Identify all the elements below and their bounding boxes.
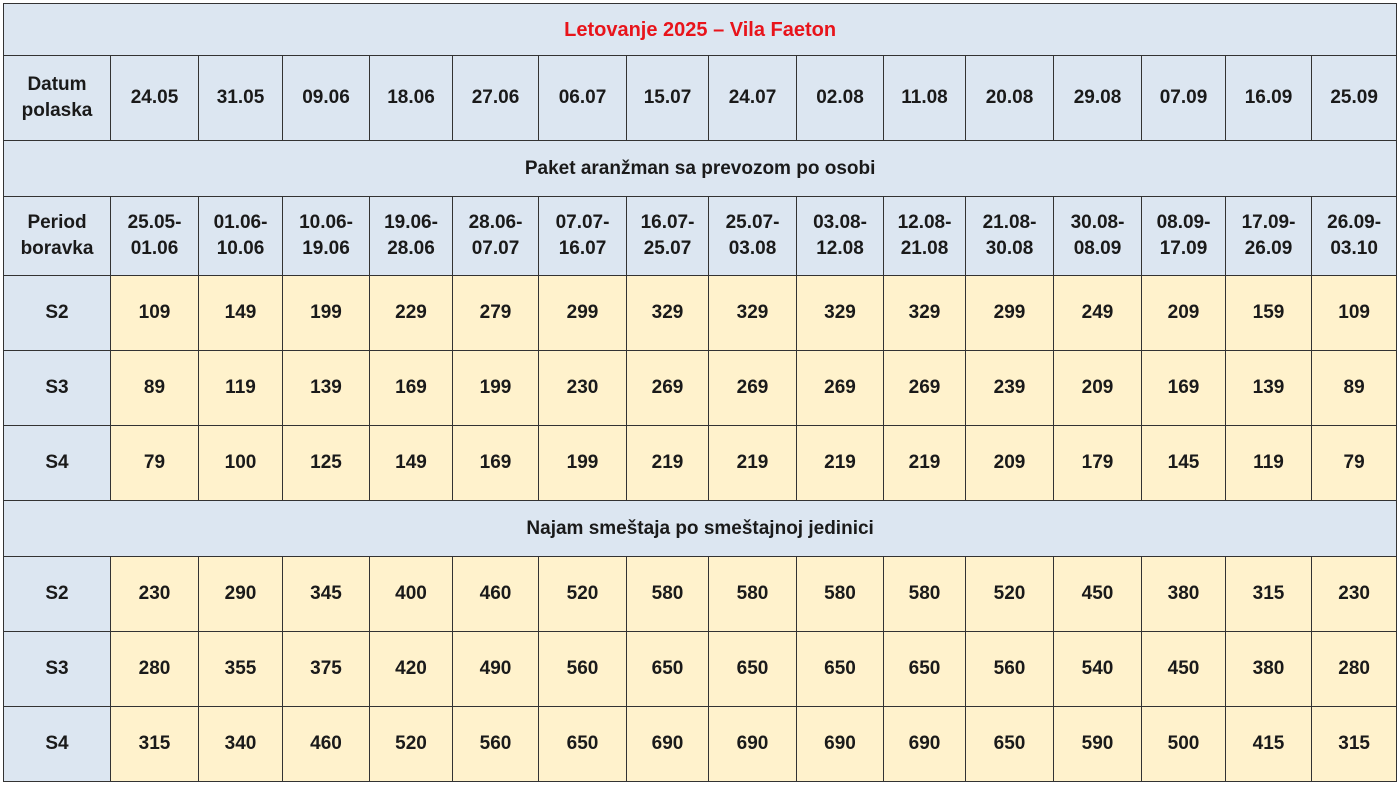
stay-period-cell	[1312, 197, 1397, 276]
price-cell: 315	[1226, 557, 1312, 632]
price-cell: 315	[111, 707, 199, 782]
departure-date-cell: 11.08	[884, 56, 966, 141]
price-cell: 400	[370, 557, 453, 632]
stay-period-cell	[199, 197, 283, 276]
price-cell: 415	[1226, 707, 1312, 782]
price-cell: 299	[966, 276, 1054, 351]
price-cell: 125	[283, 426, 370, 501]
period-from: 07.07-	[555, 212, 610, 233]
price-cell: 380	[1142, 557, 1226, 632]
period-from: 08.09-	[1156, 212, 1211, 233]
stay-period-cell	[884, 197, 966, 276]
price-cell: 299	[539, 276, 627, 351]
departure-date-cell: 09.06	[283, 56, 370, 141]
price-cell: 460	[283, 707, 370, 782]
price-cell: 450	[1142, 632, 1226, 707]
page-title: Letovanje 2025 – Vila Faeton	[4, 4, 1397, 56]
price-cell: 269	[709, 351, 797, 426]
price-cell: 249	[1054, 276, 1142, 351]
period-from: 21.08-	[982, 212, 1037, 233]
price-cell: 169	[370, 351, 453, 426]
price-cell: 690	[797, 707, 884, 782]
period-to: 26.09	[1244, 238, 1293, 259]
departure-date-cell: 07.09	[1142, 56, 1226, 141]
price-cell: 450	[1054, 557, 1142, 632]
price-cell: 169	[1142, 351, 1226, 426]
price-cell: 199	[283, 276, 370, 351]
stay-period-cell	[370, 197, 453, 276]
rental-section-row	[4, 501, 1397, 557]
price-cell: 219	[709, 426, 797, 501]
period-from: 30.08-	[1070, 212, 1125, 233]
price-cell: 139	[1226, 351, 1312, 426]
price-cell: 500	[1142, 707, 1226, 782]
price-cell: 219	[797, 426, 884, 501]
price-cell: 145	[1142, 426, 1226, 501]
departure-date-label	[4, 56, 111, 141]
price-cell: 329	[797, 276, 884, 351]
price-cell: 89	[111, 351, 199, 426]
rental-price-row	[4, 632, 1397, 707]
rental-price-row	[4, 707, 1397, 782]
stay-period-cell	[111, 197, 199, 276]
price-cell: 690	[709, 707, 797, 782]
price-cell: 79	[111, 426, 199, 501]
price-cell: 690	[627, 707, 709, 782]
departure-date-cell: 18.06	[370, 56, 453, 141]
period-to: 28.06	[387, 238, 435, 259]
departure-date-cell: 02.08	[797, 56, 884, 141]
package-price-row	[4, 426, 1397, 501]
price-cell: 520	[539, 557, 627, 632]
price-cell: 375	[283, 632, 370, 707]
rental-price-row	[4, 557, 1397, 632]
price-cell: 219	[627, 426, 709, 501]
period-from: 10.06-	[299, 212, 353, 233]
price-cell: 650	[539, 707, 627, 782]
price-cell: 329	[709, 276, 797, 351]
stay-period-cell	[539, 197, 627, 276]
price-cell: 89	[1312, 351, 1397, 426]
price-cell: 329	[627, 276, 709, 351]
price-cell: 650	[627, 632, 709, 707]
price-cell: 159	[1226, 276, 1312, 351]
price-cell: 199	[539, 426, 627, 501]
departure-label-line2: polaska	[21, 100, 93, 121]
period-to: 08.09	[1073, 238, 1122, 259]
period-from: 26.09-	[1327, 212, 1382, 233]
price-cell: 119	[199, 351, 283, 426]
price-cell: 79	[1312, 426, 1397, 501]
stay-period-cell	[283, 197, 370, 276]
unit-label: S4	[4, 707, 111, 782]
price-cell: 460	[453, 557, 539, 632]
departure-date-cell: 16.09	[1226, 56, 1312, 141]
unit-label: S2	[4, 276, 111, 351]
price-cell: 420	[370, 632, 453, 707]
stay-period-cell	[1054, 197, 1142, 276]
departure-date-cell: 06.07	[539, 56, 627, 141]
price-cell: 580	[627, 557, 709, 632]
stay-period-cell	[709, 197, 797, 276]
period-from: 19.06-	[384, 212, 438, 233]
period-to: 21.08	[900, 238, 949, 259]
price-cell: 490	[453, 632, 539, 707]
price-table	[3, 3, 1397, 782]
stay-period-cell	[1226, 197, 1312, 276]
stay-period-label	[4, 197, 111, 276]
stay-period-row	[4, 197, 1397, 276]
price-cell: 520	[370, 707, 453, 782]
package-price-row	[4, 351, 1397, 426]
package-section-title: Paket aranžman sa prevozom po osobi	[4, 141, 1397, 197]
departure-date-cell: 20.08	[966, 56, 1054, 141]
package-section-row	[4, 141, 1397, 197]
table-body	[4, 4, 1397, 782]
period-from: 16.07-	[640, 212, 695, 233]
price-cell: 650	[797, 632, 884, 707]
price-cell: 209	[1054, 351, 1142, 426]
price-cell: 520	[966, 557, 1054, 632]
price-cell: 230	[1312, 557, 1397, 632]
unit-label: S3	[4, 632, 111, 707]
period-to: 16.07	[558, 238, 607, 259]
price-cell: 269	[627, 351, 709, 426]
period-label-line2: boravka	[20, 238, 94, 259]
period-to: 19.06	[302, 238, 350, 259]
period-label-line1: Period	[27, 212, 87, 233]
price-cell: 590	[1054, 707, 1142, 782]
price-cell: 290	[199, 557, 283, 632]
price-cell: 690	[884, 707, 966, 782]
price-cell: 315	[1312, 707, 1397, 782]
stay-period-cell	[627, 197, 709, 276]
period-to: 03.08	[728, 238, 777, 259]
departure-date-cell: 24.05	[111, 56, 199, 141]
period-from: 25.07-	[725, 212, 780, 233]
price-cell: 229	[370, 276, 453, 351]
price-cell: 230	[111, 557, 199, 632]
price-cell: 280	[111, 632, 199, 707]
price-cell: 650	[709, 632, 797, 707]
price-cell: 269	[884, 351, 966, 426]
period-from: 25.05-	[127, 212, 182, 233]
price-cell: 279	[453, 276, 539, 351]
unit-label: S2	[4, 557, 111, 632]
stay-period-cell	[453, 197, 539, 276]
period-from: 12.08-	[897, 212, 952, 233]
departure-date-cell: 25.09	[1312, 56, 1397, 141]
period-to: 01.06	[130, 238, 179, 259]
departure-date-cell: 29.08	[1054, 56, 1142, 141]
price-cell: 560	[966, 632, 1054, 707]
stay-period-cell	[1142, 197, 1226, 276]
price-cell: 580	[884, 557, 966, 632]
price-cell: 149	[199, 276, 283, 351]
price-cell: 100	[199, 426, 283, 501]
price-cell: 209	[966, 426, 1054, 501]
rental-section-title: Najam smeštaja po smeštajnoj jedinici	[4, 501, 1397, 557]
period-from: 17.09-	[1241, 212, 1296, 233]
price-cell: 380	[1226, 632, 1312, 707]
package-price-row	[4, 276, 1397, 351]
period-to: 10.06	[216, 238, 265, 259]
price-cell: 280	[1312, 632, 1397, 707]
price-cell: 329	[884, 276, 966, 351]
price-cell: 580	[797, 557, 884, 632]
period-to: 25.07	[643, 238, 692, 259]
price-cell: 269	[797, 351, 884, 426]
period-to: 30.08	[985, 238, 1034, 259]
price-cell: 169	[453, 426, 539, 501]
price-cell: 109	[1312, 276, 1397, 351]
departure-date-cell: 27.06	[453, 56, 539, 141]
period-to: 03.10	[1330, 238, 1378, 259]
period-to: 17.09	[1159, 238, 1208, 259]
price-cell: 149	[370, 426, 453, 501]
price-cell: 109	[111, 276, 199, 351]
stay-period-cell	[966, 197, 1054, 276]
period-to: 07.07	[471, 238, 520, 259]
price-cell: 219	[884, 426, 966, 501]
departure-date-cell: 31.05	[199, 56, 283, 141]
price-cell: 355	[199, 632, 283, 707]
price-cell: 199	[453, 351, 539, 426]
price-cell: 540	[1054, 632, 1142, 707]
stay-period-cell	[797, 197, 884, 276]
price-cell: 345	[283, 557, 370, 632]
price-cell: 230	[539, 351, 627, 426]
departure-dates-row	[4, 56, 1397, 141]
departure-label-line1: Datum	[27, 74, 87, 95]
price-cell: 340	[199, 707, 283, 782]
price-cell: 119	[1226, 426, 1312, 501]
price-cell: 209	[1142, 276, 1226, 351]
price-cell: 580	[709, 557, 797, 632]
period-from: 03.08-	[813, 212, 867, 233]
unit-label: S3	[4, 351, 111, 426]
price-cell: 239	[966, 351, 1054, 426]
title-row	[4, 4, 1397, 56]
period-from: 28.06-	[468, 212, 523, 233]
period-to: 12.08	[816, 238, 864, 259]
price-cell: 139	[283, 351, 370, 426]
price-cell: 560	[539, 632, 627, 707]
period-from: 01.06-	[213, 212, 268, 233]
departure-date-cell: 24.07	[709, 56, 797, 141]
price-cell: 560	[453, 707, 539, 782]
unit-label: S4	[4, 426, 111, 501]
price-cell: 179	[1054, 426, 1142, 501]
price-cell: 650	[884, 632, 966, 707]
departure-date-cell: 15.07	[627, 56, 709, 141]
price-cell: 650	[966, 707, 1054, 782]
